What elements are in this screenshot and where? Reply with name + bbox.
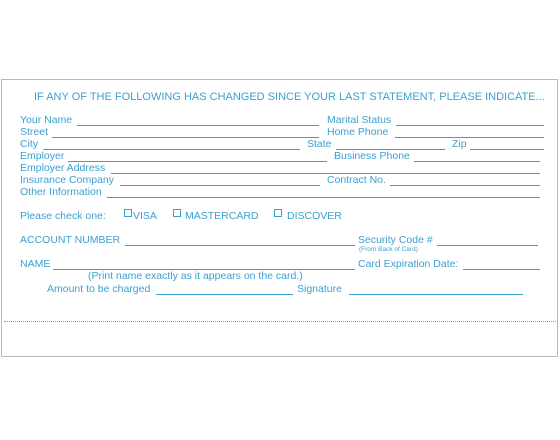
account-number-field[interactable] bbox=[125, 245, 355, 246]
card-name-label: NAME bbox=[20, 258, 51, 270]
home-phone-field[interactable] bbox=[395, 137, 544, 138]
insurance-company-label: Insurance Company bbox=[20, 174, 114, 186]
marital-status-field[interactable] bbox=[396, 125, 544, 126]
form-heading: IF ANY OF THE FOLLOWING HAS CHANGED SINCE YOUR LAST STATEMENT, PLEASE INDICATE... bbox=[34, 91, 545, 103]
employer-label: Employer bbox=[20, 150, 65, 162]
perforation-line bbox=[4, 321, 556, 322]
business-phone-field[interactable] bbox=[414, 161, 540, 162]
city-label: City bbox=[20, 138, 39, 150]
print-name-note: (Print name exactly as it appears on the card.) bbox=[88, 270, 303, 282]
card-expiration-field[interactable] bbox=[463, 269, 540, 270]
signature-label: Signature bbox=[297, 283, 342, 295]
contract-no-label: Contract No. bbox=[327, 174, 386, 186]
discover-label: DISCOVER bbox=[287, 210, 342, 222]
other-information-label: Other Information bbox=[20, 186, 102, 198]
employer-address-field[interactable] bbox=[111, 173, 540, 174]
visa-label: VISA bbox=[133, 210, 157, 222]
state-label: State bbox=[307, 138, 332, 150]
your-name-label: Your Name bbox=[20, 114, 73, 126]
other-information-field[interactable] bbox=[107, 197, 540, 198]
signature-field[interactable] bbox=[349, 294, 523, 295]
security-code-field[interactable] bbox=[437, 245, 538, 246]
check-one-label: Please check one: bbox=[20, 210, 106, 222]
zip-label: Zip bbox=[452, 138, 467, 150]
security-code-note: (From Back of Card) bbox=[359, 246, 418, 253]
amount-field[interactable] bbox=[156, 294, 293, 295]
account-number-label: ACCOUNT NUMBER bbox=[20, 234, 121, 246]
employer-address-label: Employer Address bbox=[20, 162, 106, 174]
your-name-field[interactable] bbox=[77, 125, 319, 126]
home-phone-label: Home Phone bbox=[327, 126, 389, 138]
discover-checkbox[interactable] bbox=[274, 209, 282, 217]
street-field[interactable] bbox=[52, 137, 319, 138]
street-label: Street bbox=[20, 126, 49, 138]
employer-field[interactable] bbox=[68, 161, 327, 162]
card-expiration-label: Card Expiration Date: bbox=[358, 258, 459, 270]
zip-field[interactable] bbox=[470, 149, 544, 150]
mastercard-label: MASTERCARD bbox=[185, 210, 259, 222]
amount-label: Amount to be charged bbox=[47, 283, 151, 295]
city-field[interactable] bbox=[43, 149, 300, 150]
insurance-company-field[interactable] bbox=[120, 185, 320, 186]
marital-status-label: Marital Status bbox=[327, 114, 392, 126]
security-code-label: Security Code # bbox=[358, 234, 433, 246]
visa-checkbox[interactable] bbox=[124, 209, 132, 217]
contract-no-field[interactable] bbox=[390, 185, 540, 186]
business-phone-label: Business Phone bbox=[334, 150, 410, 162]
mastercard-checkbox[interactable] bbox=[173, 209, 181, 217]
